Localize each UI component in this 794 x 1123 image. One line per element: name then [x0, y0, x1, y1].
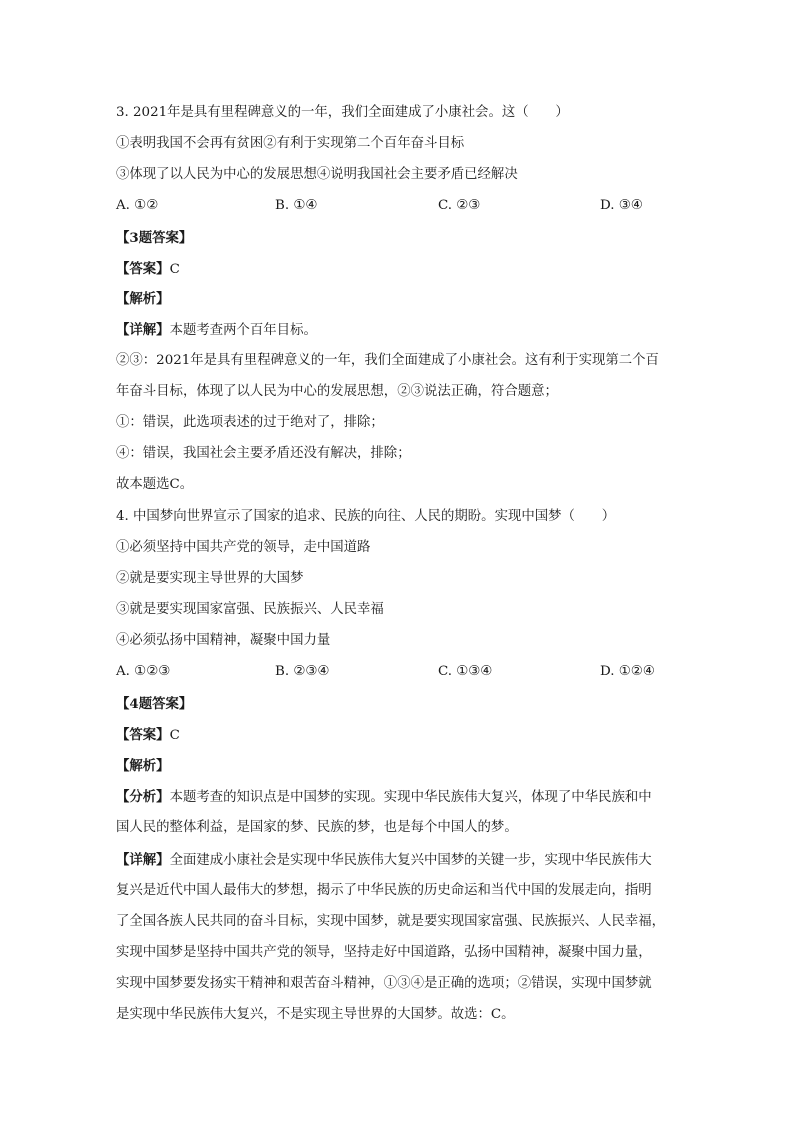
q4-statement-4: ④必须弘扬中国精神，凝聚中国力量: [116, 633, 331, 648]
q4-option-d: D. ①②④: [600, 664, 655, 679]
q3-option-b: B. ①④: [275, 198, 318, 213]
q3-answer-line: [116, 259, 676, 279]
q3-explanation-4: ④：错误，我国社会主要矛盾还没有解决，排除；: [116, 446, 411, 461]
q4-answer-value: C: [169, 728, 180, 743]
q4-detail-line-5: 实现中国梦要发扬实干精神和艰苦奋斗精神，①③④是正确的选项；②错误，实现中国梦就: [116, 976, 652, 991]
q3-option-a: A. ①②: [116, 198, 159, 213]
q3-detail-tag: 【详解】: [116, 322, 170, 338]
q4-statement-2: ②就是要实现主导世界的大国梦: [116, 571, 304, 586]
q4-analysis-tag: 【解析】: [116, 758, 170, 774]
q4-detail-line-3: 了全国各族人民共同的奋斗目标，实现中国梦，就是要实现国家富强、民族振兴、人民幸福，: [116, 914, 666, 929]
q4-option-c: C. ①③④: [438, 664, 493, 679]
q3-answer-tag: 【答案】: [116, 261, 170, 277]
q3-explanation-1: ②③：2021年是具有里程碑意义的一年，我们全面建成了小康社会。这有利于实现第二个百: [116, 353, 659, 368]
q3-statement-2: ③体现了以人民为中心的发展思想④说明我国社会主要矛盾已经解决: [116, 167, 518, 182]
q4-detail-line-6: 是实现中华民族伟大复兴，不是实现主导世界的大国梦。故选：C。: [116, 1007, 515, 1022]
q4-analysis-text-1: 本题考查的知识点是中国梦的实现。实现中华民族伟大复兴，体现了中华民族和中: [169, 790, 652, 805]
q4-answer-line: [116, 725, 676, 745]
q3-explanation-3: ①：错误，此选项表述的过于绝对了，排除；: [116, 415, 384, 430]
q3-explanation-2: 年奋斗目标，体现了以人民为中心的发展思想，②③说法正确，符合题意；: [116, 384, 558, 399]
q3-statement-1: ①表明我国不会再有贫困②有利于实现第二个百年奋斗目标: [116, 136, 465, 151]
q4-detail-text-1: 全面建成小康社会是实现中华民族伟大复兴中国梦的关键一步，实现中华民族伟大: [169, 853, 652, 868]
q4-option-a: A. ①②③: [116, 664, 171, 679]
q4-statement-1: ①必须坚持中国共产党的领导，走中国道路: [116, 540, 371, 555]
q4-analysis-line-1: [116, 787, 676, 807]
q4-statement-3: ③就是要实现国家富强、民族振兴、人民幸福: [116, 602, 384, 617]
q4-analysis-sub-tag: 【分析】: [116, 789, 170, 805]
q3-detail-text: 本题考查两个百年目标。: [169, 323, 317, 338]
q3-stem: 3. 2021年是具有里程碑意义的一年，我们全面建成了小康社会。这（ ）: [116, 105, 569, 120]
q4-detail-line-4: 实现中国梦是坚持中国共产党的领导，坚持走好中国道路，弘扬中国精神，凝聚中国力量，: [116, 945, 652, 960]
q4-answer-tag: 【答案】: [116, 727, 170, 743]
q3-analysis-tag: 【解析】: [116, 291, 170, 307]
q3-answer-value: C: [169, 262, 180, 277]
q4-stem: 4. 中国梦向世界宣示了国家的追求、民族的向往、人民的期盼。实现中国梦（ ）: [116, 509, 616, 524]
q4-answer-section: 【4题答案】: [116, 696, 193, 712]
q4-detail-tag: 【详解】: [116, 852, 170, 868]
q3-explanation-5: 故本题选C。: [116, 477, 194, 492]
q4-analysis-line-2: 国人民的整体利益，是国家的梦、民族的梦，也是每个中国人的梦。: [116, 820, 518, 835]
q3-answer-section: 【3题答案】: [116, 230, 193, 246]
q3-option-d: D. ③④: [600, 198, 643, 213]
q4-detail-line-2: 复兴是近代中国人最伟大的梦想，揭示了中华民族的历史命运和当代中国的发展走向，指明: [116, 883, 652, 898]
q3-detail-line: [116, 320, 676, 340]
q4-option-b: B. ②③④: [275, 664, 330, 679]
q3-option-c: C. ②③: [438, 198, 481, 213]
q4-detail-line-1: [116, 850, 676, 870]
